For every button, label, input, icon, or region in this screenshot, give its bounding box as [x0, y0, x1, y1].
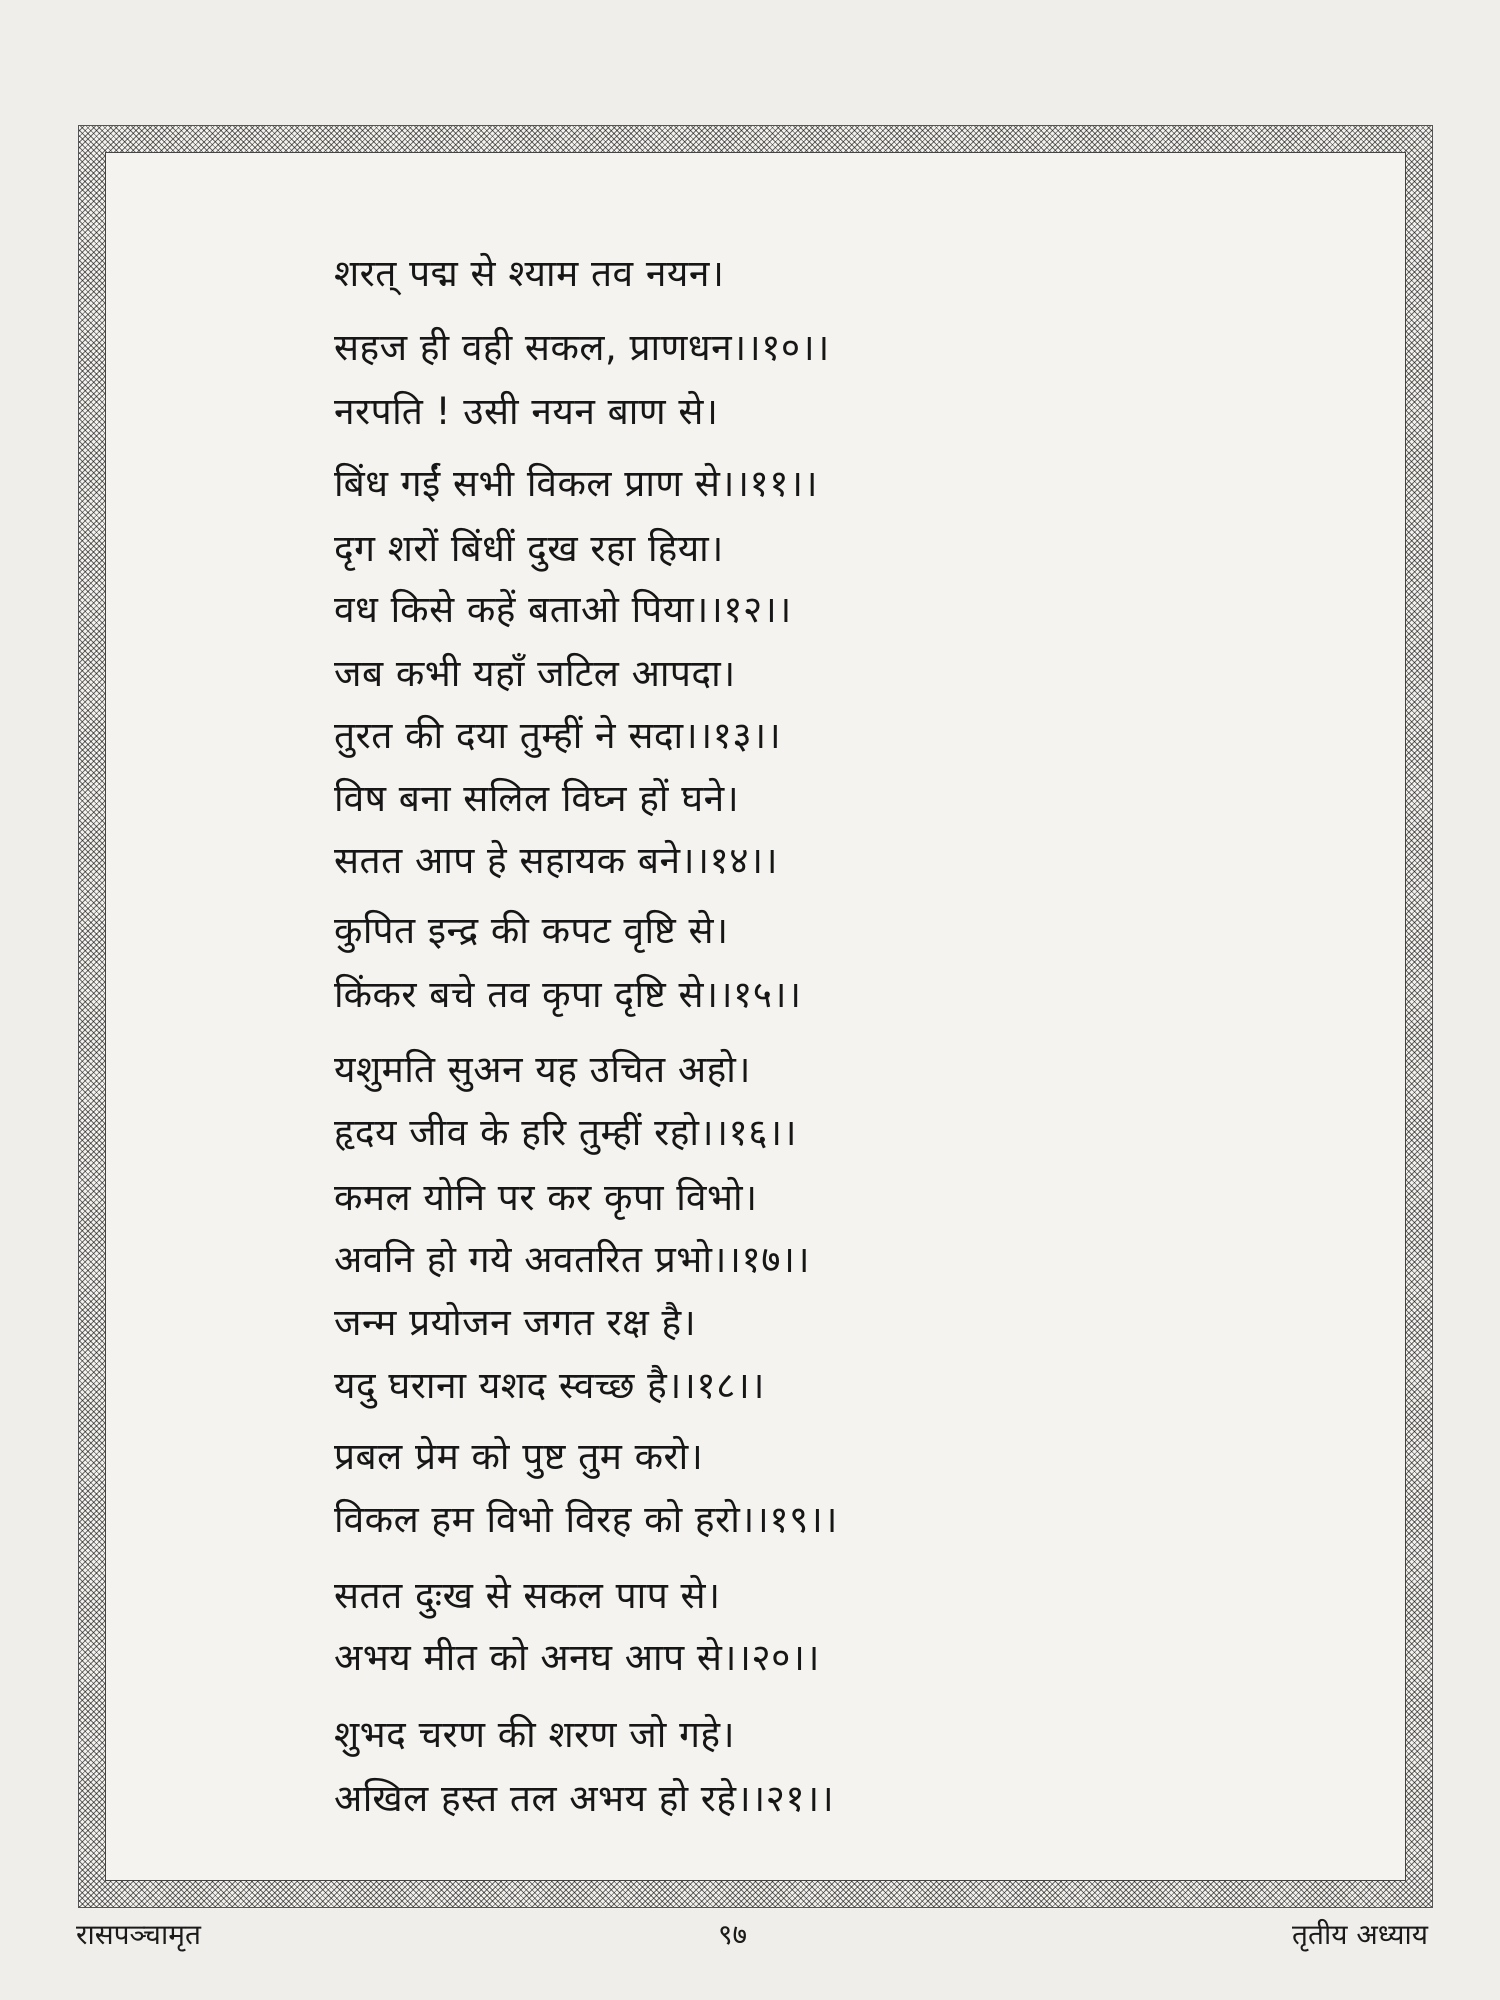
verse-line-12: किंकर बचे तव कृपा दृष्टि से।।१५।। [334, 973, 802, 1016]
verse-line-21: सतत दुःख से सकल पाप से। [334, 1574, 721, 1617]
verse-line-15: कमल योनि पर कर कृपा विभो। [334, 1176, 758, 1219]
verse-line-22: अभय मीत को अनघ आप से।।२०।। [334, 1636, 820, 1679]
verse-line-20: विकल हम विभो विरह को हरो।।१९।। [334, 1498, 838, 1541]
verse-line-14: हृदय जीव के हरि तुम्हीं रहो।।१६।। [334, 1111, 798, 1154]
verse-line-7: जब कभी यहाँ जटिल आपदा। [334, 652, 736, 695]
verse-line-18: यदु घराना यशद स्वच्छ है।।१८।। [334, 1364, 765, 1407]
verse-line-5: दृग शरों बिंधीं दुख रहा हिया। [334, 527, 724, 570]
chapter-title: तृतीय अध्याय [1292, 1918, 1428, 1951]
verse-line-19: प्रबल प्रेम को पुष्ट तुम करो। [334, 1435, 704, 1478]
verse-line-10: सतत आप हे सहायक बने।।१४।। [334, 839, 779, 882]
verse-line-1: शरत् पद्म से श्याम तव नयन। [334, 252, 725, 295]
book-title: रासपञ्चामृत [76, 1918, 201, 1951]
verse-line-24: अखिल हस्त तल अभय हो रहे।।२१।। [334, 1777, 835, 1820]
verse-line-8: तुरत की दया तुम्हीं ने सदा।।१३।। [334, 714, 782, 757]
verse-line-9: विष बना सलिल विघ्न हों घने। [334, 777, 740, 820]
verse-line-3: नरपति ! उसी नयन बाण से। [334, 390, 719, 433]
verse-line-16: अवनि हो गये अवतरित प्रभो।।१७।। [334, 1238, 810, 1281]
verse-line-11: कुपित इन्द्र की कपट वृष्टि से। [334, 909, 729, 952]
decorative-border [78, 125, 1433, 1908]
text-panel [105, 152, 1406, 1881]
verse-line-4: बिंध गईं सभी विकल प्राण से।।११।। [334, 462, 819, 505]
verse-line-13: यशुमति सुअन यह उचित अहो। [334, 1048, 751, 1091]
verse-line-17: जन्म प्रयोजन जगत रक्ष है। [334, 1301, 697, 1344]
verse-line-6: वध किसे कहें बताओ पिया।।१२।। [334, 588, 792, 631]
verse-block [106, 153, 1405, 1880]
verse-line-2: सहज ही वही सकल, प्राणधन।।१०।। [334, 326, 830, 369]
page-number: ९७ [718, 1918, 748, 1951]
verse-line-23: शुभद चरण की शरण जो गहे। [334, 1713, 736, 1756]
